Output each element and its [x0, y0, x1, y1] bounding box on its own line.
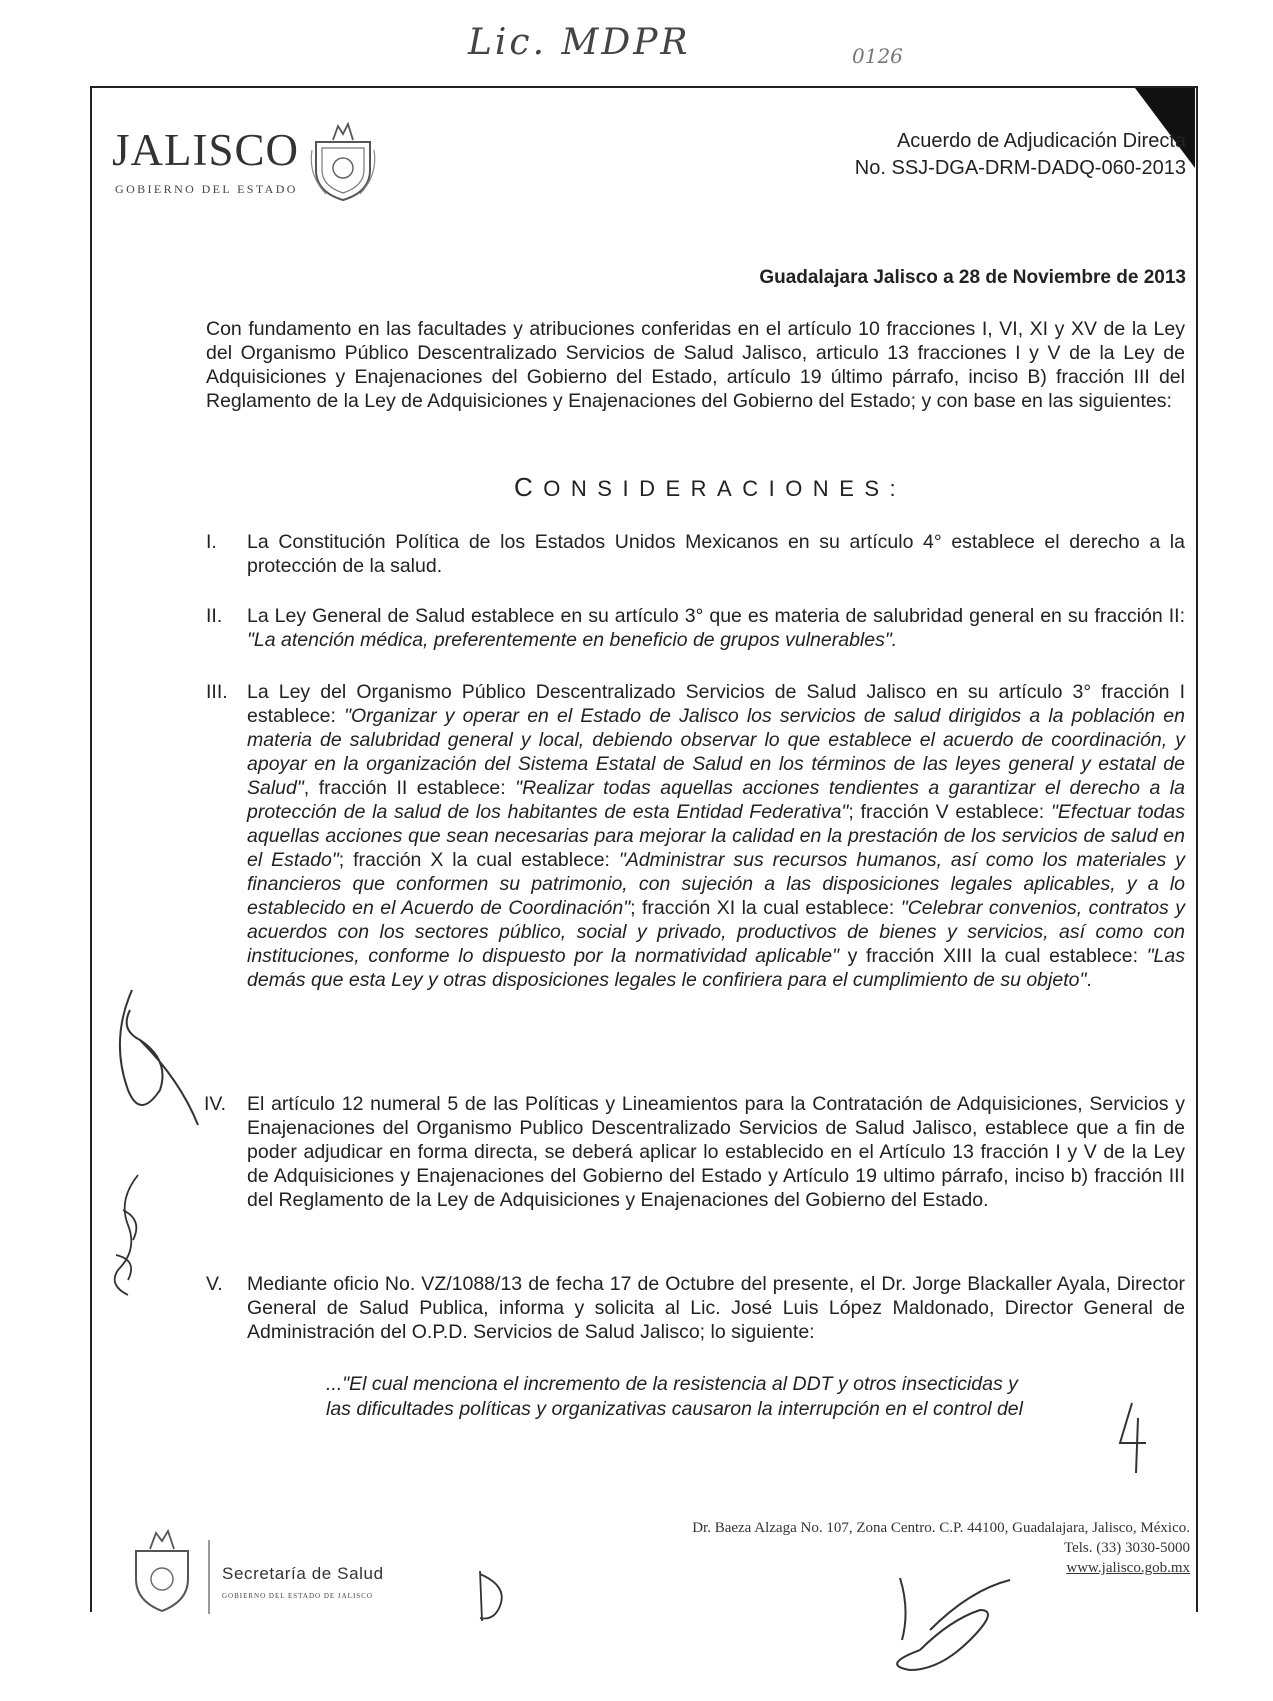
- footer-website-link[interactable]: www.jalisco.gob.mx: [1066, 1560, 1190, 1576]
- text-run: , fracción II establece:: [303, 777, 516, 799]
- item-text: [247, 1272, 1185, 1344]
- logo-word: JALISCO: [112, 125, 300, 175]
- heading-rest: ONSIDERACIONES:: [543, 476, 907, 501]
- item-text: [247, 530, 1185, 578]
- footer-phone: Tels. (33) 3030-5000: [1063, 1540, 1190, 1556]
- date-line: Guadalajara Jalisco a 28 de Noviembre de 2013: [759, 267, 1186, 288]
- item-number: V.: [206, 1273, 223, 1295]
- quoted-text: "Celebrar convenios, contratos y acuerdos con los sectores público, social y privado, productivos de bienes y servicios, así como con instituciones, conforme lo dispuesto por la normatividad aplicable": [247, 897, 1185, 967]
- document-number: No. SSJ-DGA-DRM-DADQ-060-2013: [854, 157, 1186, 179]
- footer-gobierno: GOBIERNO DEL ESTADO DE JALISCO: [222, 1592, 373, 1600]
- state-seal-icon: [308, 120, 378, 204]
- text-run: La Constitución Política de los Estados Unidos Mexicanos en su artículo 4° establece el derecho a la protección de la salud.: [247, 531, 1185, 577]
- document-title: Acuerdo de Adjudicación Directa: [896, 130, 1186, 152]
- text-run: y fracción XIII la cual establece:: [839, 945, 1147, 967]
- margin-initial-mark: [1112, 1398, 1152, 1478]
- consideration-item: [206, 1092, 1185, 1212]
- item-text: [247, 680, 1185, 992]
- footer-seal-icon: [130, 1525, 194, 1615]
- consideration-item: [206, 680, 1185, 992]
- quote-line-1: ..."El cual menciona el incremento de la resistencia al DDT y otros insecticidas y: [326, 1373, 1018, 1395]
- consideration-item: [206, 530, 1185, 578]
- text-run: Mediante oficio No. VZ/1088/13 de fecha 17 de Octubre del presente, el Dr. Jorge Blackaller Ayala, Director General de Salud Publica, informa y solicita al Lic. José Luis López Maldonado, Director General de Administración del O.P.D. Servicios de Salud Jalisco; lo siguiente:: [247, 1273, 1185, 1343]
- text-run: El artículo 12 numeral 5 de las Políticas y Lineamientos para la Contratación de Adquisiciones, Servicios y Enajenaciones del Organismo Publico Descentralizado Servicios de Salud Jalisco, establece que a fin de poder adjudicar en forma directa, se deberá aplicar lo establecido en el Artículo 13 fracción I y V de la Ley de Adquisiciones y Enajenaciones del Gobierno del Estado y Artículo 19 ultimo párrafo, inciso b) fracción III del Reglamento de la Ley de Adquisiciones y Enajenaciones del Gobierno del Estado.: [247, 1093, 1185, 1211]
- consideration-item: [206, 604, 1185, 652]
- footer-address-block: [692, 1518, 1190, 1578]
- quote-line-2: las dificultades políticas y organizativas causaron la interrupción en el control del: [326, 1398, 1023, 1420]
- item-number: I.: [206, 531, 217, 553]
- item-text: [247, 604, 1185, 652]
- quoted-text: "Efectuar todas aquellas acciones que sean necesarias para mejorar la calidad en la prestación de los servicios de salud en el Estado": [247, 801, 1185, 871]
- text-run: ; fracción V establece:: [848, 801, 1051, 823]
- section-heading: [514, 472, 906, 503]
- footer-signature: [860, 1570, 1040, 1680]
- item-number: III.: [206, 681, 228, 703]
- text-run: La Ley General de Salud establece en su artículo 3° que es materia de salubridad general en su fracción II:: [247, 605, 1185, 627]
- intro-paragraph: Con fundamento en las facultades y atribuciones conferidas en el artículo 10 fracciones I, VI, XI y XV de la Ley del Organismo Público Descentralizado Servicios de Salud Jalisco, articulo 13 fracciones I y V de la Ley de Adquisiciones y Enajenaciones del Gobierno del Estado, artículo 19 último párrafo, inciso B) fracción III del Reglamento de la Ley de Adquisiciones y Enajenaciones del Gobierno del Estado; y con base en las siguientes:: [206, 318, 1185, 412]
- margin-signature-1: [100, 980, 210, 1130]
- quoted-text: "Administrar sus recursos humanos, así como los materiales y financieros que conformen su patrimonio, con sujeción a las disposiciones legales aplicables, y a lo establecido en el Acuerdo de Coordinación": [247, 849, 1185, 919]
- item-number: IV.: [204, 1093, 227, 1115]
- text-run: .: [1086, 969, 1092, 991]
- quoted-passage: [326, 1372, 1106, 1422]
- footer-initial-d: [470, 1566, 510, 1626]
- text-run: La Ley del Organismo Público Descentralizado Servicios de Salud Jalisco en su artículo 3° fracción I establece:: [247, 681, 1185, 727]
- footer-secretaria: Secretaría de Salud: [222, 1564, 384, 1583]
- heading-first-letter: C: [514, 472, 544, 502]
- quoted-text: "Las demás que esta Ley y otras disposiciones legales le confiriera para el cumplimiento de su objeto": [247, 945, 1185, 991]
- footer-divider: [208, 1540, 210, 1614]
- quoted-text: "Organizar y operar en el Estado de Jalisco los servicios de salud dirigidos a la población en materia de salubridad general y local, debiendo observar lo que establece el acuerdo de coordinación, y apoyar en la organización del Sistema Estatal de Salud en los términos de las leyes general y estatal de Salud": [247, 705, 1185, 799]
- item-text: [247, 1092, 1185, 1212]
- handwritten-note-top: Lic. MDPR: [468, 22, 691, 63]
- handwritten-number-top-right: 0126: [852, 44, 903, 68]
- document-title-block: [855, 128, 1186, 182]
- text-run: ; fracción XI la cual establece:: [630, 897, 901, 919]
- consideration-item: [206, 1272, 1185, 1344]
- quoted-text: "Realizar todas aquellas acciones tendientes a garantizar el derecho a la protección de la salud de los habitantes de esta Entidad Federativa": [247, 777, 1185, 823]
- quoted-text: "La atención médica, preferentemente en beneficio de grupos vulnerables".: [247, 629, 898, 651]
- margin-signature-2: [98, 1170, 158, 1300]
- footer-address: Dr. Baeza Alzaga No. 107, Zona Centro. C.P. 44100, Guadalajara, Jalisco, México.: [692, 1520, 1190, 1536]
- item-number: II.: [206, 605, 223, 627]
- text-run: ; fracción X la cual establece:: [338, 849, 619, 871]
- logo-subtitle: GOBIERNO DEL ESTADO: [115, 182, 298, 196]
